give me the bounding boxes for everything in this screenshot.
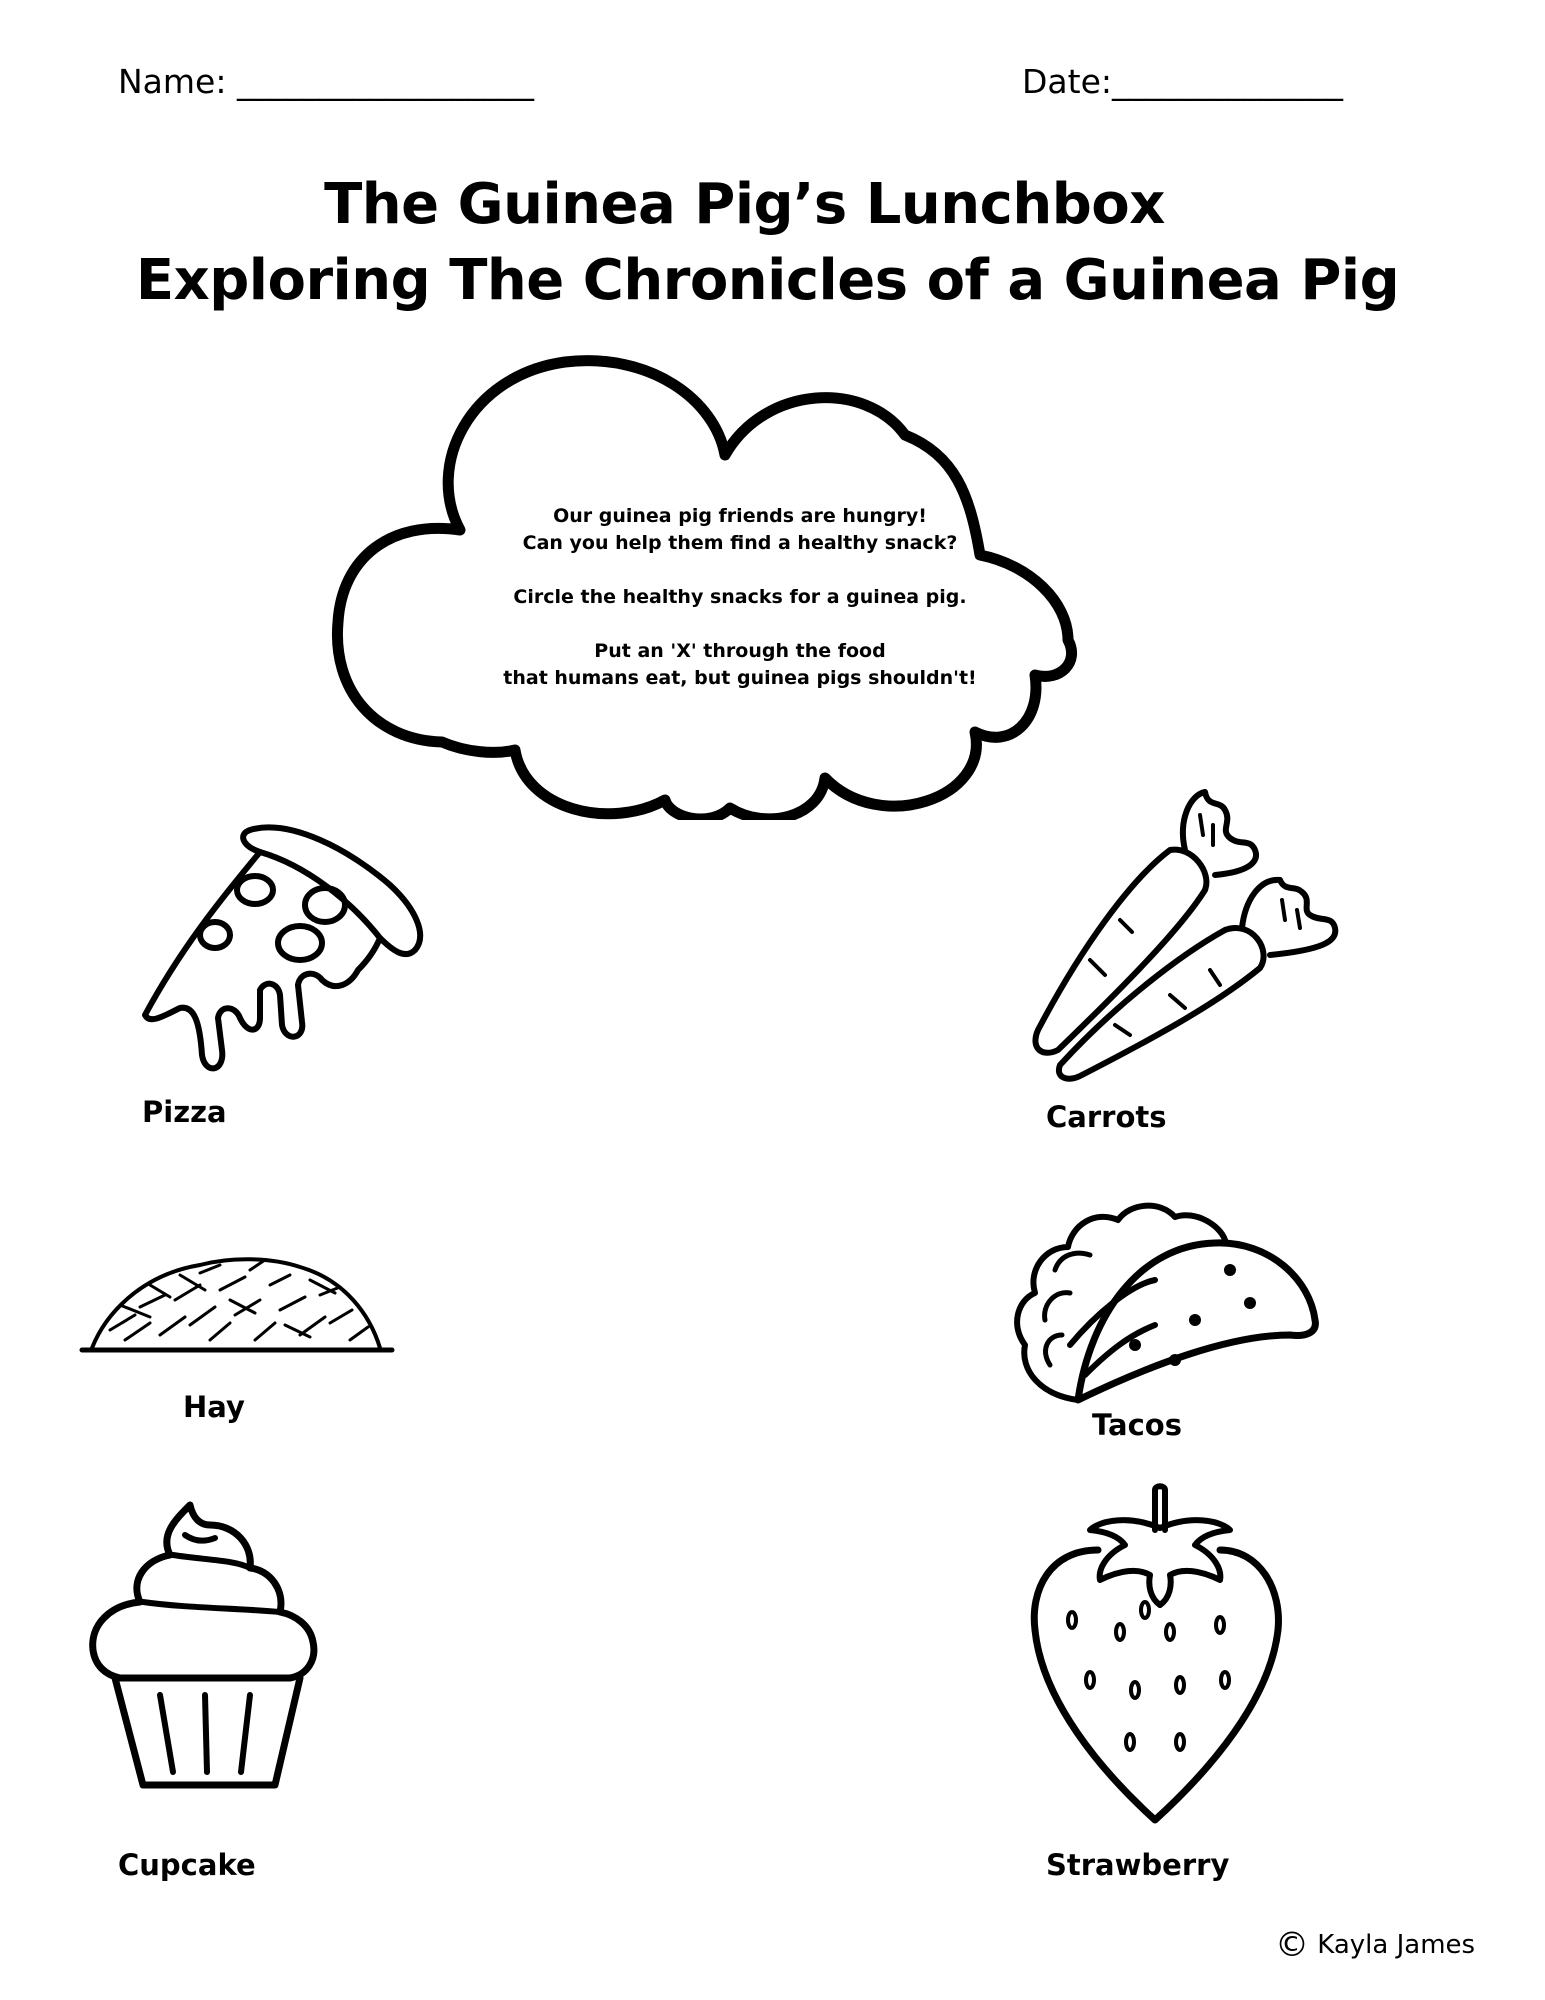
- tacos-label: Tacos: [1092, 1408, 1182, 1442]
- worksheet-title: The Guinea Pig’s Lunchbox: [324, 172, 1165, 237]
- cupcake-label: Cupcake: [118, 1848, 256, 1882]
- worksheet-subtitle: Exploring The Chronicles of a Guinea Pig: [135, 248, 1400, 313]
- copyright-icon: ©: [1275, 1925, 1309, 1965]
- hay-label: Hay: [183, 1390, 245, 1424]
- pizza-icon[interactable]: [110, 810, 430, 1080]
- tacos-icon[interactable]: [1000, 1185, 1320, 1425]
- name-field-label: Name: __________________: [118, 62, 534, 101]
- strawberry-icon[interactable]: [1020, 1480, 1290, 1830]
- copyright-notice: [1275, 1925, 1475, 1965]
- strawberry-label: Strawberry: [1046, 1848, 1230, 1882]
- author-name: Kayla James: [1317, 1930, 1476, 1960]
- instruction-line: Our guinea pig friends are hungry!: [553, 505, 927, 527]
- instruction-line: that humans eat, but guinea pigs shouldn't!: [503, 667, 977, 689]
- carrots-icon[interactable]: [1020, 780, 1350, 1080]
- pizza-label: Pizza: [142, 1095, 227, 1129]
- instructions-text: [420, 503, 1060, 692]
- hay-icon[interactable]: [80, 1245, 400, 1355]
- instruction-line: Can you help them find a healthy snack?: [522, 532, 958, 554]
- cupcake-icon[interactable]: [75, 1490, 335, 1790]
- instruction-line: Circle the healthy snacks for a guinea pig.: [513, 586, 967, 608]
- strawberry-seeds: [1068, 1602, 1229, 1750]
- instruction-line: Put an 'X' through the food: [594, 640, 886, 662]
- date-field-label: Date:______________: [1022, 62, 1343, 101]
- carrots-label: Carrots: [1046, 1100, 1167, 1134]
